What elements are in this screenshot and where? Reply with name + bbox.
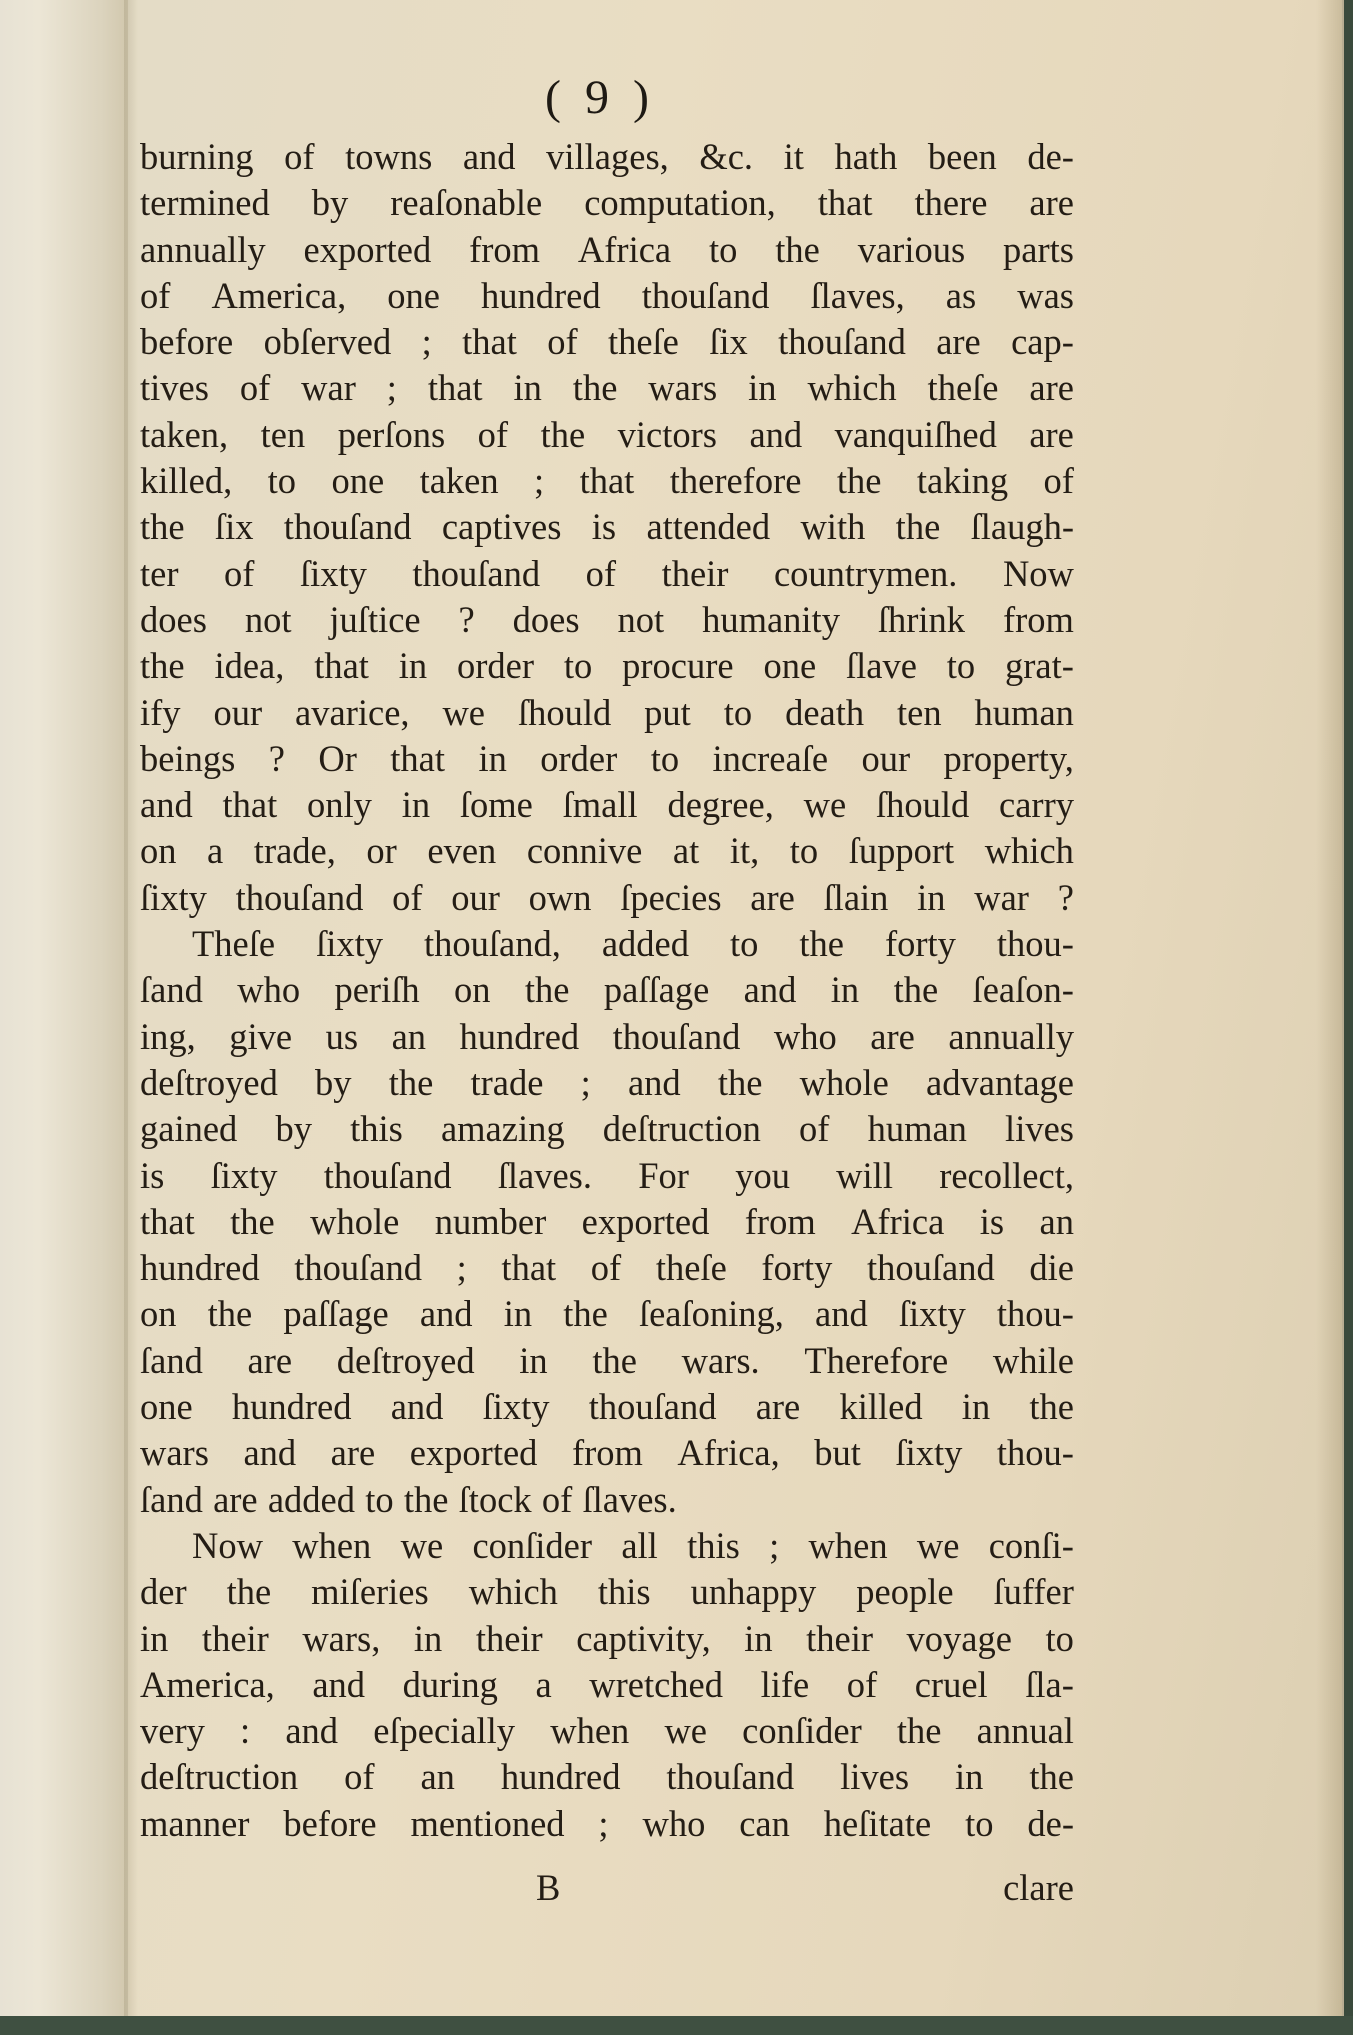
text-line: ſand are added to the ſtock of ſlaves. [140, 1478, 677, 1520]
gutter-shadow [124, 0, 138, 2016]
text-line: ſand who periſh on the paſſage and in the ſeaſon- [140, 969, 1074, 1011]
text-line: ſixty thouſand of our own ſpecies are ſlain in war ? [140, 876, 1074, 918]
signature-mark: B [536, 1867, 561, 1908]
text-line: termined by reaſonable computation, that there are [140, 182, 1074, 224]
book-cover-edge [0, 2016, 1353, 2035]
text-line: Theſe ſixty thouſand, added to the forty thou- [192, 923, 1074, 965]
text-line: that the whole number exported from Africa is an [140, 1200, 1074, 1242]
text-line: deſtruction of an hundred thouſand lives in the [140, 1756, 1074, 1798]
page-edge-shading [1316, 0, 1342, 2016]
text-line: annually exported from Africa to the various parts [140, 228, 1074, 270]
text-line: ing, give us an hundred thouſand who are annually [140, 1015, 1074, 1057]
text-line: wars and are exported from Africa, but ſixty thou- [140, 1432, 1074, 1474]
text-line: burning of towns and villages, &c. it hath been de- [140, 136, 1074, 177]
text-line: killed, to one taken ; that therefore the taking of [140, 460, 1074, 502]
binding-gutter [0, 0, 128, 2016]
text-line: ify our avarice, we ſhould put to death ten human [140, 691, 1074, 733]
page-footer [140, 1866, 1074, 1912]
page-number: ( 9 ) [545, 71, 655, 124]
text-line: one hundred and ſixty thouſand are killed in the [140, 1386, 1074, 1428]
text-line: America, and during a wretched life of cruel ſla- [140, 1663, 1074, 1705]
text-line: in their wars, in their captivity, in their voyage to [140, 1617, 1074, 1659]
text-line: the ſix thouſand captives is attended with the ſlaugh- [140, 506, 1074, 548]
text-line: manner before mentioned ; who can heſitate to de- [140, 1802, 1074, 1844]
text-line: very : and eſpecially when we conſider the annual [140, 1710, 1074, 1752]
body-text [140, 134, 1074, 1847]
text-line: of America, one hundred thouſand ſlaves, as was [140, 274, 1074, 316]
text-line: ter of ſixty thouſand of their countrymen. Now [140, 552, 1074, 594]
text-line: taken, ten perſons of the victors and vanquiſhed are [140, 413, 1074, 455]
text-line: beings ? Or that in order to increaſe our property, [140, 737, 1074, 779]
text-line: on the paſſage and in the ſeaſoning, and ſixty thou- [140, 1293, 1074, 1335]
text-line: tives of war ; that in the wars in which theſe are [140, 367, 1074, 409]
text-line: ſand are deſtroyed in the wars. Therefore while [140, 1339, 1074, 1381]
text-line: gained by this amazing deſtruction of human lives [140, 1108, 1074, 1150]
text-line: on a trade, or even connive at it, to ſupport which [140, 830, 1074, 872]
text-line: hundred thouſand ; that of theſe forty thouſand die [140, 1247, 1074, 1289]
text-line: deſtroyed by the trade ; and the whole advantage [140, 1061, 1074, 1103]
text-line: does not juſtice ? does not humanity ſhrink from [140, 598, 1074, 640]
text-line: the idea, that in order to procure one ſlave to grat- [140, 645, 1074, 687]
text-line: der the miſeries which this unhappy people ſuffer [140, 1571, 1074, 1613]
catchword: clare [1003, 1867, 1074, 1908]
text-line: is ſixty thouſand ſlaves. For you will recollect, [140, 1154, 1074, 1196]
text-line: and that only in ſome ſmall degree, we ſhould carry [140, 784, 1074, 826]
text-line: before obſerved ; that of theſe ſix thouſand are cap- [140, 321, 1074, 363]
text-line: Now when we conſider all this ; when we conſi- [192, 1524, 1074, 1566]
